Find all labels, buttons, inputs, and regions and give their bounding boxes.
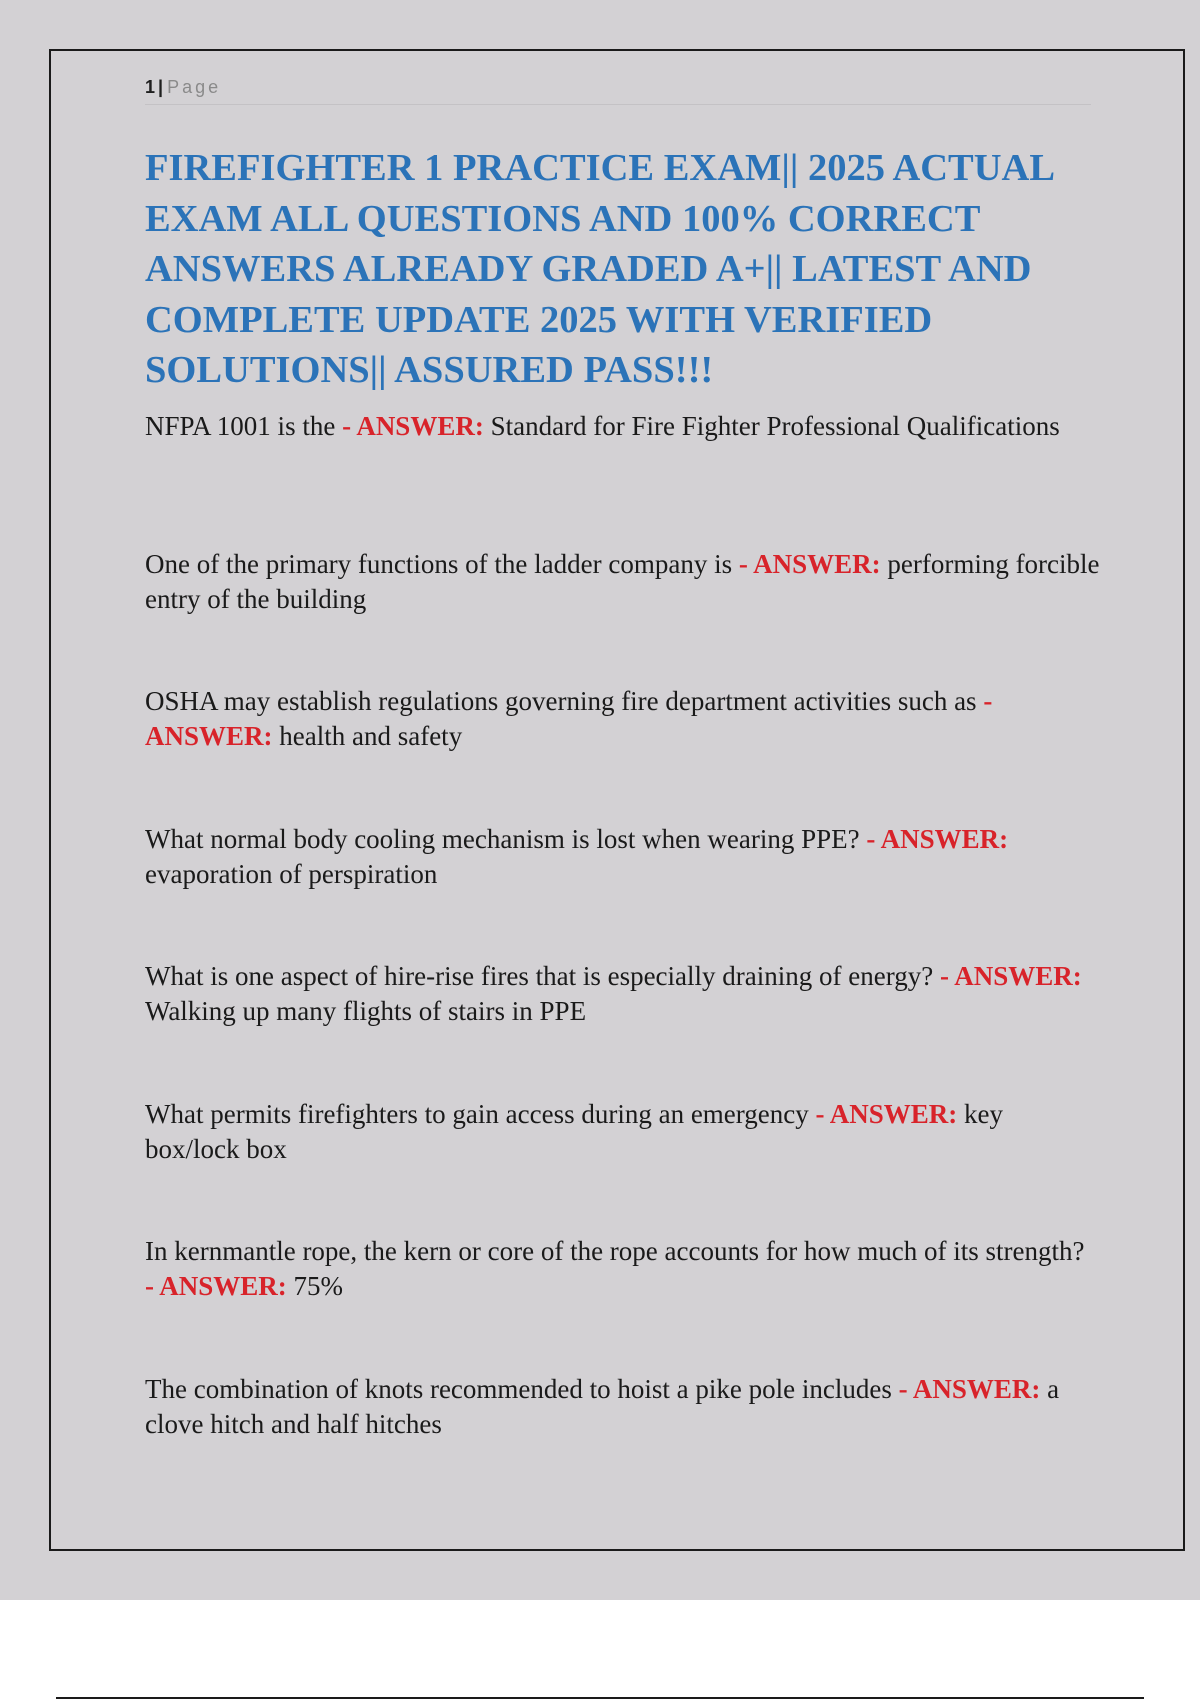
page-number: 1 bbox=[145, 77, 156, 97]
answer-text: performing forcible entry of the building bbox=[145, 548, 1100, 614]
qa-item bbox=[145, 547, 1100, 685]
qa-list bbox=[145, 409, 1100, 1509]
qa-item bbox=[145, 822, 1100, 960]
page-header bbox=[145, 74, 1091, 105]
answer-text: key box/lock box bbox=[145, 1098, 1004, 1164]
question-text: The combination of knots recommended to hoist a pike pole includes bbox=[145, 1373, 892, 1404]
qa-item bbox=[145, 409, 1100, 547]
qa-item bbox=[145, 1097, 1100, 1235]
question-text: What permits firefighters to gain access during an emergency bbox=[145, 1098, 809, 1129]
question-text: NFPA 1001 is the bbox=[145, 411, 336, 441]
answer-marker: - ANSWER: bbox=[898, 1373, 1041, 1404]
answer-marker: - ANSWER: bbox=[866, 823, 1009, 854]
question-text: What is one aspect of hire-rise fires that is especially draining of energy? bbox=[145, 961, 934, 991]
answer-text: Standard for Fire Fighter Professional Qualifications bbox=[490, 411, 1060, 441]
answer-marker: - ANSWER: bbox=[738, 548, 881, 579]
qa-item bbox=[145, 1234, 1100, 1372]
answer-marker: - ANSWER: bbox=[145, 1271, 287, 1301]
qa-item bbox=[145, 1372, 1100, 1510]
bottom-rule bbox=[56, 1697, 1144, 1699]
answer-marker: - ANSWER: bbox=[815, 1098, 958, 1129]
question-text: What normal body cooling mechanism is lost when wearing PPE? bbox=[145, 823, 860, 854]
question-text: OSHA may establish regulations governing fire department activities such as bbox=[145, 686, 977, 716]
answer-text: 75% bbox=[293, 1271, 344, 1301]
answer-text: a clove hitch and half hitches bbox=[145, 1373, 1060, 1439]
page-separator: | bbox=[158, 77, 164, 97]
question-text: In kernmantle rope, the kern or core of the rope accounts for how much of its strength? bbox=[145, 1236, 1085, 1266]
question-text: One of the primary functions of the ladder company is bbox=[145, 548, 733, 579]
answer-text: Walking up many flights of stairs in PPE bbox=[145, 996, 587, 1026]
answer-marker: - ANSWER: bbox=[145, 686, 993, 751]
answer-text: evaporation of perspiration bbox=[145, 858, 438, 889]
qa-item bbox=[145, 684, 1100, 822]
answer-marker: - ANSWER: bbox=[939, 961, 1082, 991]
qa-item bbox=[145, 959, 1100, 1097]
document-title: FIREFIGHTER 1 PRACTICE EXAM|| 2025 ACTUAL EXAM ALL QUESTIONS AND 100% CORRECT ANSWERS ALREADY GRADED A+|| LATEST AND COMPLETE UPDATE 2025 WITH VERIFIED SOLUTIONS|| ASSURED PASS!!! bbox=[145, 147, 1053, 391]
answer-text: health and safety bbox=[279, 721, 463, 751]
answer-marker: - ANSWER: bbox=[342, 411, 484, 441]
page-label: Page bbox=[167, 77, 222, 97]
